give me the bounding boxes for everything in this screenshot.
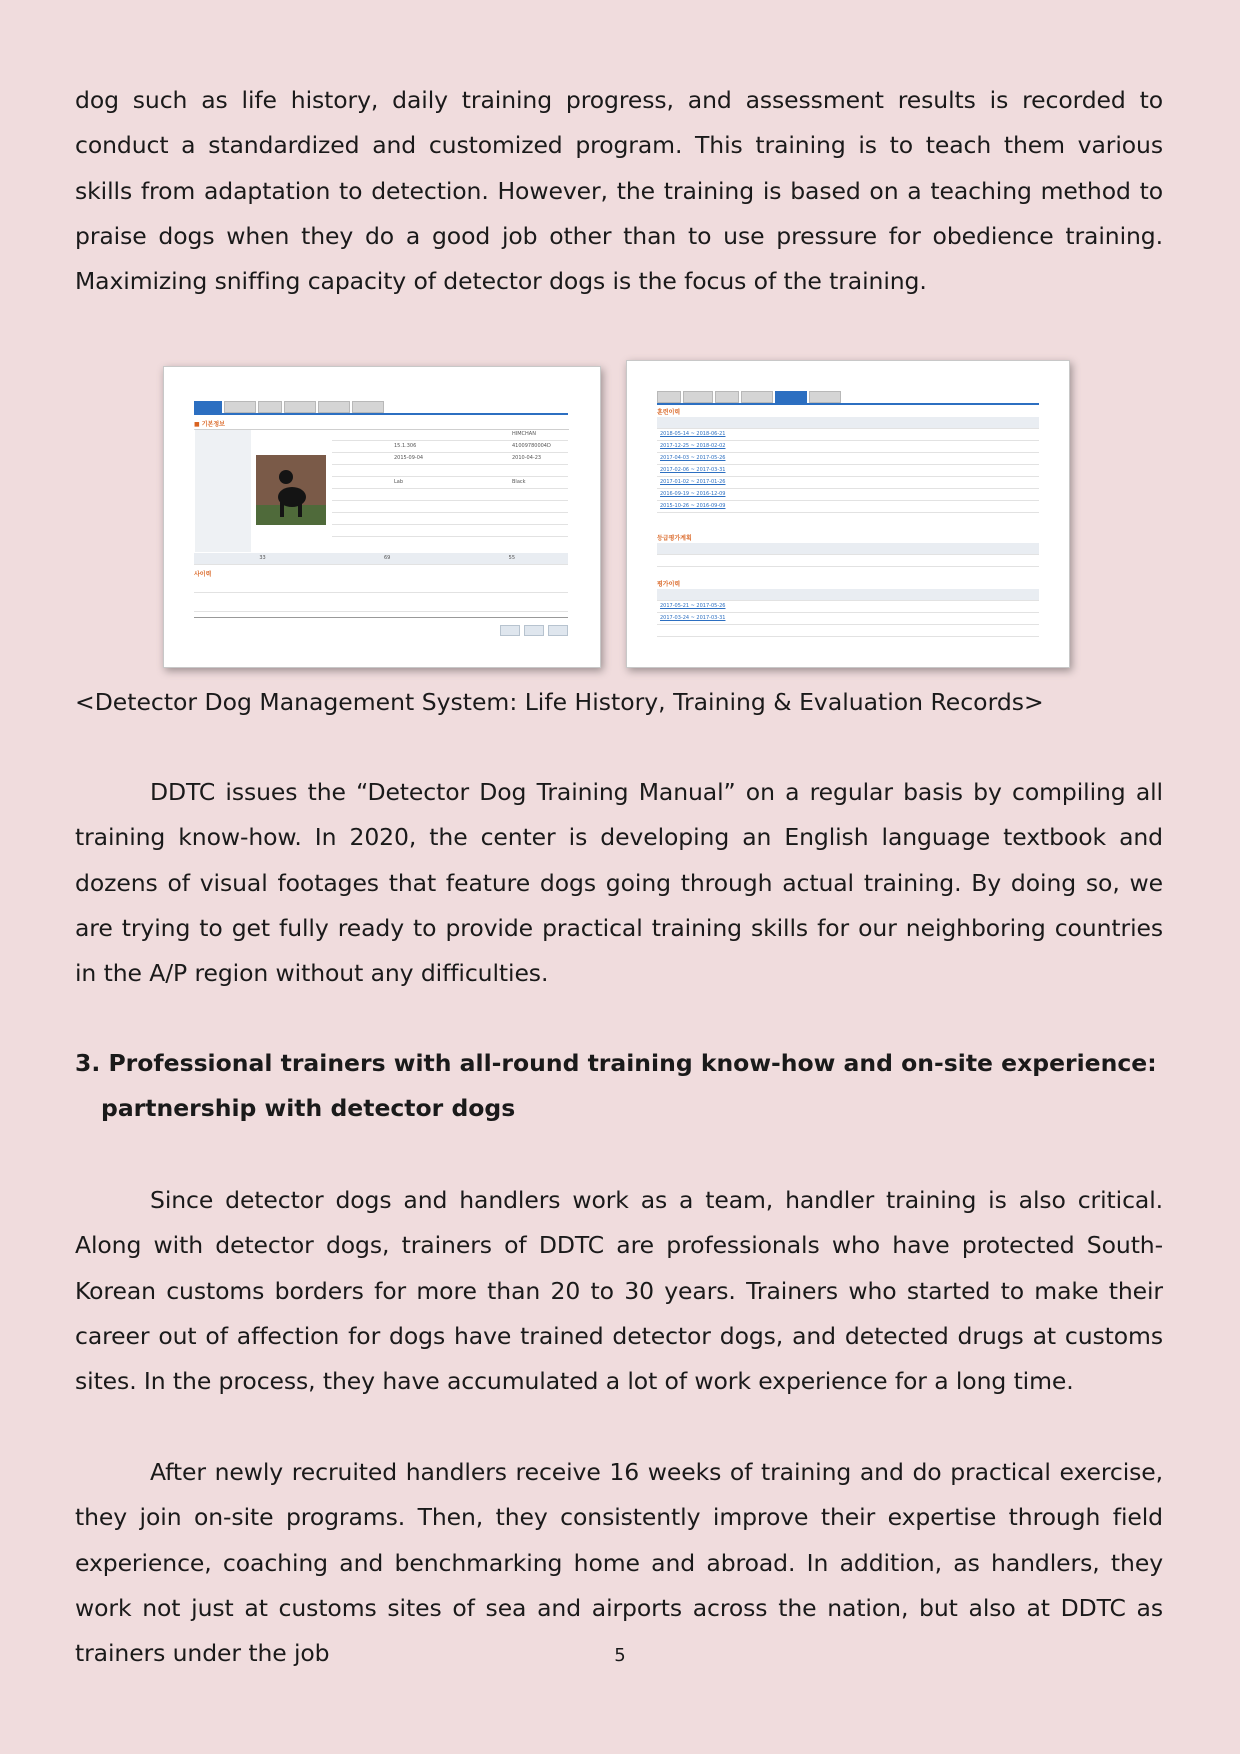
figure-caption: <Detector Dog Management System: Life History, Training & Evaluation Records> [75, 688, 1044, 716]
paragraph: dog such as life history, daily training progress, and assessment results is recorded to conduct a standardized and customized program. This training is to teach them various skills from adaptation to detection. However, the training is based on a teaching method to praise dogs when they do a good job other than to use pressure for obedience training. Maximizing sniffing capacity of detector dogs is the focus of the training. [75, 86, 1163, 296]
paragraph: DDTC issues the “Detector Dog Training Manual” on a regular basis by compiling all training know-how. In 2020, the center is developing an English language textbook and dozens of visual footages that feature dogs going through actual training. By doing so, we are trying to get fully ready to provide practical training skills for our neighboring countries in the A/P region without any difficulties. [75, 778, 1163, 988]
section-heading-line2: partnership with detector dogs [101, 1094, 516, 1123]
training-evaluation-screenshot: 훈련이력 2018-05-14 ~ 2018-06-21 2017-12-25 ~ 2018-02-02 2017-04-03 ~ 2017-05-26 2017-02-06 ~ 2017-03-31 2017-01-02 ~ 2017-01-26 2016-09-19 ~ 2016-12-09 2015-10-26 ~ 2016-09-09 등급평가계획 평가이력 2017-05-21 ~ 2017-05-26 2017-03-24 ~ 2017-03-31 [626, 360, 1070, 668]
screenshot-tabs [194, 401, 384, 413]
record-link[interactable]: 2017-01-02 ~ 2017-01-26 [660, 479, 726, 485]
screenshot-cell: 2015-09-04 [394, 455, 424, 461]
page-number: 5 [614, 1645, 626, 1666]
record-link[interactable]: 2015-10-26 ~ 2016-09-09 [660, 503, 726, 509]
screenshot-cell: 15.1.306 [394, 443, 417, 449]
record-link[interactable]: 2017-12-25 ~ 2018-02-02 [660, 443, 726, 449]
record-link[interactable]: 2017-02-06 ~ 2017-03-31 [660, 467, 726, 473]
section-heading-line1: 3. Professional trainers with all-round training know-how and on-site experience: [75, 1049, 1157, 1077]
screenshot-cell: 69 [383, 555, 391, 561]
screenshot-cell: 33 [259, 555, 266, 561]
screenshot-cell: 41009780004D [512, 443, 551, 449]
screenshot-cell: 2010-04-23 [512, 455, 542, 461]
figure-group [163, 360, 1075, 670]
life-history-screenshot: ■ 기본정보 HIMCHAN 15.1.306 41009780004D 2015-09-04 2010-04-23 Lab Black 33 69 55 사이력 [163, 366, 601, 668]
screenshot-cell: 55 [508, 555, 516, 561]
screenshot-cell: Lab [394, 479, 404, 485]
record-link[interactable]: 2017-04-03 ~ 2017-05-26 [660, 455, 726, 461]
record-link[interactable]: 2018-05-14 ~ 2018-06-21 [660, 431, 726, 437]
record-link[interactable]: 2017-05-21 ~ 2017-05-26 [660, 603, 726, 609]
record-link[interactable]: 2017-03-24 ~ 2017-03-31 [660, 615, 726, 621]
screenshot-cell: HIMCHAN [512, 431, 536, 437]
dog-photo [256, 455, 326, 525]
paragraph: After newly recruited handlers receive 16 weeks of training and do practical exercise, they join on-site programs. Then, they consistently improve their expertise through field experience, coaching and benchmarking home and abroad. In addition, as handlers, they work not just at customs sites of sea and airports across the nation, but also at DDTC as trainers under the job [75, 1458, 1163, 1668]
screenshot-tabs [657, 391, 841, 403]
record-link[interactable]: 2016-09-19 ~ 2016-12-09 [660, 491, 726, 497]
section-heading [75, 1041, 1163, 1132]
screenshot-cell: Black [512, 479, 526, 485]
paragraph: Since detector dogs and handlers work as a team, handler training is also critical. Along with detector dogs, trainers of DDTC are professionals who have protected South-Korean customs borders for more than 20 to 30 years. Trainers who started to make their career out of affection for dogs have trained detector dogs, and detected drugs at customs sites. In the process, they have accumulated a lot of work experience for a long time. [75, 1186, 1163, 1396]
